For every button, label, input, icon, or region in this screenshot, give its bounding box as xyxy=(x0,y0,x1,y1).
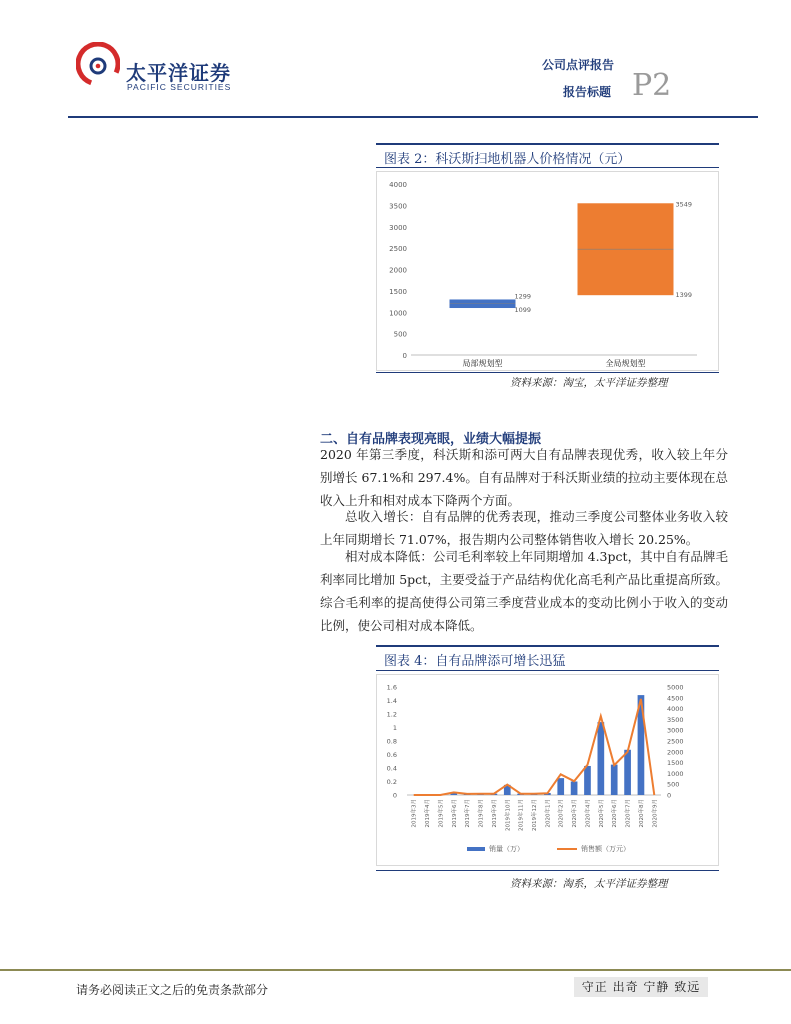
figure4-title-rule xyxy=(376,670,719,671)
figure2-title-rule xyxy=(376,167,719,168)
bar-sales-volume xyxy=(557,778,564,795)
bar-sales-volume xyxy=(624,750,631,795)
y-tick-label: 2000 xyxy=(389,266,407,275)
y-right-tick-label: 0 xyxy=(667,791,672,800)
y-tick-label: 3000 xyxy=(389,223,407,232)
y-tick-label: 2500 xyxy=(389,245,407,254)
figure2-chart xyxy=(377,172,718,370)
y-right-tick-label: 500 xyxy=(667,780,680,789)
legend-label-volume: 销量（万） xyxy=(489,845,524,853)
y-left-tick-label: 1.6 xyxy=(386,683,397,692)
report-type: 公司点评报告 xyxy=(542,58,615,72)
x-category-label: 全局规划型 xyxy=(605,359,646,368)
x-category-label: 2019年6月 xyxy=(451,799,458,828)
y-left-tick-label: 0.2 xyxy=(386,778,397,786)
figure2-source: 资料来源：淘宝，太平洋证券整理 xyxy=(510,377,668,389)
data-label: 1399 xyxy=(675,291,693,300)
legend-swatch-volume xyxy=(467,847,485,851)
y-left-tick-label: 1 xyxy=(392,724,397,732)
y-left-tick-label: 1.2 xyxy=(386,710,397,719)
footer-disclaimer: 请务必阅读正文之后的免责条款部分 xyxy=(76,983,269,997)
figure2-chart-frame xyxy=(376,171,719,371)
x-category-label: 2019年4月 xyxy=(425,799,432,828)
footer-motto: 守正 出奇 宁静 致远 xyxy=(574,977,708,997)
y-tick-label: 1000 xyxy=(389,309,407,318)
x-category-label: 2019年5月 xyxy=(438,799,445,828)
data-label: 1099 xyxy=(514,306,532,315)
figure4-top-rule xyxy=(376,645,719,647)
x-category-label: 2020年6月 xyxy=(612,799,619,828)
x-category-label: 2020年5月 xyxy=(598,799,605,828)
paragraph-2: 总收入增长：自有品牌的优秀表现，推动三季度公司整体业务收入较上年同期增长 71.07%，报告期内公司整体销售收入增长 20.25%。 xyxy=(320,509,728,547)
line-sales-revenue xyxy=(414,699,655,795)
bar-sales-volume xyxy=(611,765,618,795)
x-category-label: 2020年3月 xyxy=(572,799,579,828)
brand-name-en: PACIFIC SECURITIES xyxy=(127,82,232,92)
x-category-label: 2020年1月 xyxy=(545,799,552,828)
y-tick-label: 4000 xyxy=(389,181,407,189)
y-right-tick-label: 5000 xyxy=(667,683,684,692)
figure4-title: 图表 4：自有品牌添可增长迅猛 xyxy=(384,654,566,669)
x-category-label: 局部规划型 xyxy=(462,359,503,368)
paragraph-3: 相对成本降低：公司毛利率较上年同期增加 4.3pct，其中自有品牌毛利率同比增加 5pct，主要受益于产品结构优化高毛利产品比重提高所致。综合毛利率的提高使得公司第三季度营业成本的变动比例小于收入的变动比例，使公司相对成本降低。 xyxy=(320,549,728,633)
y-left-tick-label: 0.4 xyxy=(386,764,397,773)
bar-sales-volume xyxy=(584,766,591,795)
y-right-tick-label: 2500 xyxy=(667,737,684,746)
bar-sales-volume xyxy=(571,782,578,796)
y-tick-label: 3500 xyxy=(389,202,407,211)
x-category-label: 2020年8月 xyxy=(638,799,645,828)
bar-sales-volume xyxy=(598,722,605,795)
x-category-label: 2020年2月 xyxy=(558,799,565,828)
figure2-title: 图表 2：科沃斯扫地机器人价格情况（元） xyxy=(384,152,631,167)
figure4-chart xyxy=(377,675,718,865)
y-left-tick-label: 0 xyxy=(392,791,397,800)
figure4-source: 资料来源：淘系，太平洋证券整理 xyxy=(510,878,668,890)
report-title: 报告标题 xyxy=(563,85,612,99)
x-category-label: 2019年12月 xyxy=(532,799,538,831)
y-left-tick-label: 1.4 xyxy=(386,697,397,705)
y-right-tick-label: 1500 xyxy=(667,759,684,768)
y-right-tick-label: 3500 xyxy=(667,715,684,724)
y-left-tick-label: 0.6 xyxy=(386,751,397,759)
figure4-bottom-rule xyxy=(376,870,719,871)
y-left-tick-label: 0.8 xyxy=(386,737,397,746)
x-category-label: 2019年11月 xyxy=(518,799,525,831)
x-category-label: 2019年7月 xyxy=(465,799,472,828)
y-right-tick-label: 2000 xyxy=(667,748,684,757)
x-category-label: 2020年4月 xyxy=(585,799,592,828)
y-tick-label: 500 xyxy=(393,330,407,339)
y-right-tick-label: 4500 xyxy=(667,694,684,703)
company-logo-mark xyxy=(76,42,120,86)
figure4-chart-frame xyxy=(376,674,719,866)
y-right-tick-label: 3000 xyxy=(667,726,684,735)
x-category-label: 2019年3月 xyxy=(411,799,418,828)
y-tick-label: 0 xyxy=(402,352,407,360)
page-number: P2 xyxy=(632,68,672,103)
figure2-top-rule xyxy=(376,143,719,145)
x-category-label: 2020年7月 xyxy=(625,799,632,828)
footer-divider xyxy=(0,969,791,971)
x-category-label: 2020年9月 xyxy=(652,799,659,828)
figure2-bottom-rule xyxy=(376,372,719,373)
brand-name-cn: 太平洋证券 xyxy=(126,61,231,85)
header-divider xyxy=(68,116,758,118)
paragraph-1: 2020 年第三季度，科沃斯和添可两大自有品牌表现优秀，收入较上年分别增长 67.1%和 297.4%。自有品牌对于科沃斯业绩的拉动主要体现在总收入上升和相对成本下降两个方面。 xyxy=(320,447,728,508)
legend-label-revenue: 销售额（万元） xyxy=(581,845,630,853)
data-label: 1299 xyxy=(514,292,532,301)
y-right-tick-label: 1000 xyxy=(667,769,684,778)
section-heading: 二、自有品牌表现亮眼，业绩大幅提振 xyxy=(320,432,542,447)
data-label: 3549 xyxy=(675,200,693,209)
x-category-label: 2019年9月 xyxy=(491,799,498,828)
y-tick-label: 1500 xyxy=(389,287,407,296)
x-category-label: 2019年8月 xyxy=(478,799,485,828)
x-category-label: 2019年10月 xyxy=(505,799,512,831)
y-right-tick-label: 4000 xyxy=(667,705,684,714)
